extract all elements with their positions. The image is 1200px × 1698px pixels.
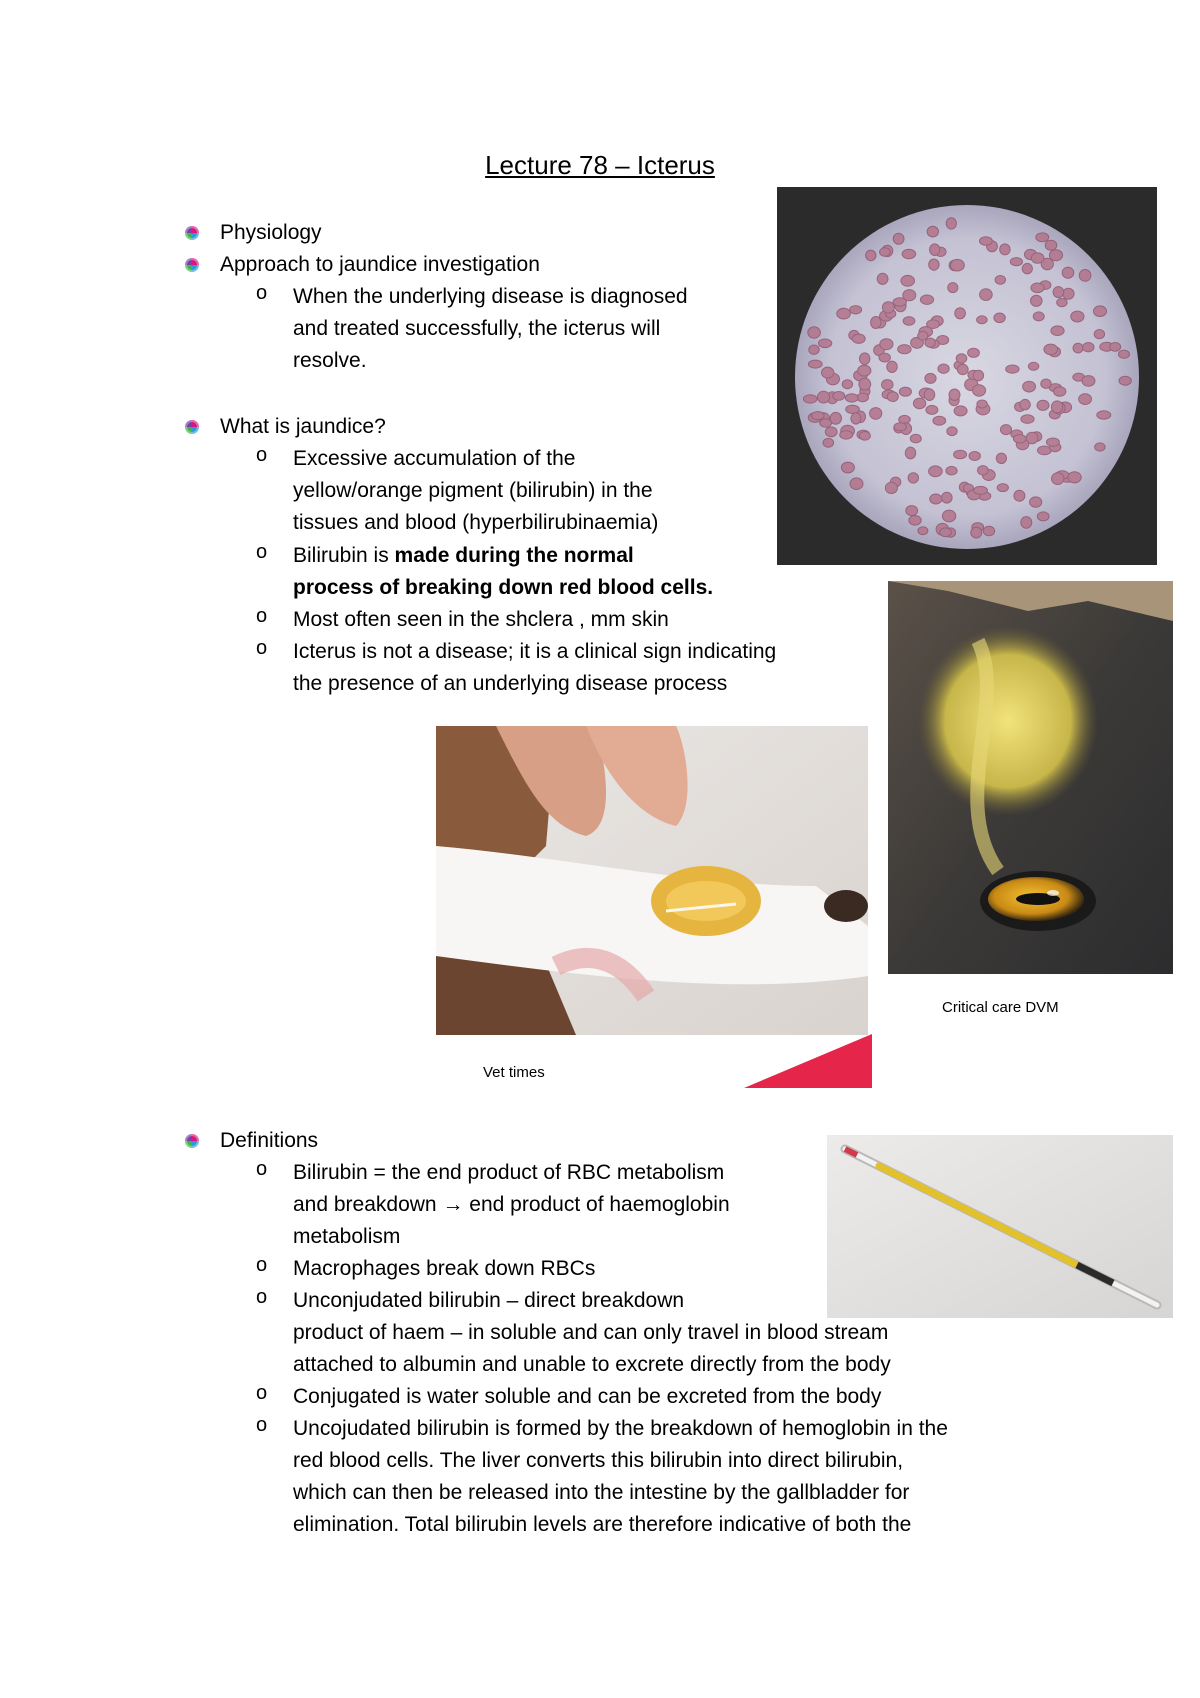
red-blood-cell [977, 400, 987, 408]
red-blood-cell [902, 249, 916, 258]
red-blood-cell [924, 389, 934, 401]
red-blood-cell [942, 510, 955, 522]
red-blood-cell [1119, 376, 1131, 385]
sub-item-text: and breakdown → end product of haemoglobin [293, 1193, 730, 1216]
red-blood-cell [880, 339, 893, 350]
sub-bullet-marker: o [256, 541, 268, 563]
sub-item-text: Bilirubin is made during the normal [293, 544, 634, 567]
cat-mucous-membrane-image [436, 726, 868, 1035]
bullet-icon [185, 226, 199, 240]
red-blood-cell [980, 237, 993, 246]
red-blood-cell [1020, 399, 1030, 409]
red-blood-cell [851, 413, 861, 424]
red-blood-cell [837, 308, 851, 319]
red-blood-cell [825, 427, 837, 437]
sub-bullet-marker: o [256, 444, 268, 466]
red-blood-cell [969, 452, 980, 461]
red-blood-cell [1068, 472, 1081, 483]
red-blood-cell [845, 394, 858, 402]
red-blood-cell [920, 295, 933, 304]
red-blood-cell [809, 345, 819, 354]
red-blood-cell [1082, 376, 1095, 387]
sub-item-text: red blood cells. The liver converts this bilirubin into direct bilirubin, [293, 1449, 904, 1472]
red-blood-cell [929, 259, 939, 270]
red-blood-cell [909, 516, 921, 526]
red-blood-cell [983, 526, 994, 536]
red-blood-cell [852, 334, 865, 343]
caption-critical-care-dvm: Critical care DVM [942, 999, 1059, 1016]
red-blood-cell [1030, 497, 1042, 507]
bullet-what-is-jaundice: What is jaundice? [220, 415, 386, 438]
red-blood-cell [1094, 306, 1107, 317]
red-blood-cell [995, 276, 1005, 285]
red-blood-cell [974, 486, 988, 494]
red-blood-cell [1053, 287, 1064, 298]
red-blood-cell [946, 466, 957, 475]
red-blood-cell [859, 432, 870, 441]
sub-item-text: When the underlying disease is diagnosed [293, 285, 688, 308]
red-blood-cell [858, 365, 871, 376]
red-blood-cell [1000, 244, 1010, 255]
red-blood-cell [887, 392, 898, 402]
red-blood-cell [968, 348, 980, 357]
red-blood-cell [954, 406, 967, 416]
red-blood-cell [1051, 326, 1064, 336]
red-blood-cell [940, 528, 952, 537]
sub-item-text: elimination. Total bilirubin levels are therefore indicative of both the [293, 1513, 912, 1536]
red-blood-cell [898, 345, 911, 354]
red-blood-cell [1006, 365, 1019, 373]
red-blood-cell [1079, 394, 1092, 405]
page-title: Lecture 78 – Icterus [485, 150, 715, 180]
red-blood-cell [946, 218, 956, 229]
sub-item-text: resolve. [293, 349, 367, 372]
sub-bullet-marker: o [256, 637, 268, 659]
red-blood-cell [942, 492, 953, 503]
red-blood-cell [938, 364, 949, 373]
bullet-physiology: Physiology [220, 221, 322, 244]
red-blood-cell [1022, 263, 1032, 273]
red-blood-cell [833, 392, 845, 401]
red-blood-cell [1063, 288, 1074, 299]
red-blood-cell [929, 466, 943, 477]
sub-bullet-marker: o [256, 605, 268, 627]
red-blood-cell [1014, 490, 1025, 501]
caption-vet-times: Vet times [483, 1064, 545, 1081]
red-blood-cell [973, 370, 983, 381]
red-blood-cell [1094, 330, 1104, 339]
red-blood-cell [1021, 517, 1032, 529]
red-blood-cell [918, 527, 928, 535]
blood-smear-image [777, 187, 1157, 565]
red-blood-cell [1044, 344, 1058, 355]
red-blood-cell [1010, 258, 1022, 266]
red-blood-cell [913, 398, 925, 409]
capillary-tube-image [827, 1135, 1173, 1318]
red-blood-cell [933, 416, 946, 425]
sub-item-text: metabolism [293, 1225, 401, 1248]
red-blood-cell [997, 484, 1008, 492]
red-blood-cell [1046, 438, 1059, 446]
red-blood-cell [1079, 270, 1091, 282]
red-blood-cell [846, 405, 860, 413]
red-blood-cell [885, 482, 897, 493]
red-blood-cell [887, 361, 897, 372]
red-blood-cell [823, 438, 834, 447]
red-blood-cell [1036, 233, 1049, 242]
red-blood-cell [1041, 379, 1051, 388]
red-blood-cell [880, 248, 891, 257]
red-blood-cell [1037, 512, 1049, 521]
red-blood-cell [1031, 283, 1044, 293]
red-blood-cell [927, 226, 938, 237]
red-blood-cell [947, 427, 957, 436]
sub-item-text: yellow/orange pigment (bilirubin) in the [293, 479, 653, 502]
red-blood-cell [893, 298, 906, 306]
red-blood-cell [973, 385, 986, 396]
decorative-red-triangle [744, 1034, 872, 1088]
sub-bullet-marker: o [256, 1286, 268, 1308]
bullet-icon [185, 258, 199, 272]
red-blood-cell [870, 408, 882, 420]
red-blood-cell [840, 431, 853, 439]
red-blood-cell [860, 353, 870, 365]
red-blood-cell [910, 434, 921, 443]
red-blood-cell [850, 478, 863, 490]
sub-item-text: Uncojudated bilirubin is formed by the breakdown of hemoglobin in the [293, 1417, 948, 1440]
red-blood-cell [882, 380, 894, 390]
sub-item-text: Most often seen in the shclera , mm skin [293, 608, 669, 631]
sub-item-text: tissues and blood (hyperbilirubinaemia) [293, 511, 659, 534]
red-blood-cell [1000, 425, 1011, 435]
red-blood-cell [1062, 267, 1074, 278]
red-blood-cell [817, 391, 829, 403]
red-blood-cell [977, 316, 988, 324]
sub-item-text: and treated successfully, the icterus will [293, 317, 661, 340]
red-blood-cell [1023, 381, 1036, 392]
red-blood-cell [1033, 312, 1044, 321]
red-blood-cell [955, 308, 966, 319]
red-blood-cell [1071, 311, 1084, 322]
red-blood-cell [820, 419, 832, 427]
red-blood-cell [893, 233, 904, 244]
red-blood-cell [908, 473, 918, 483]
red-blood-cell [1054, 387, 1066, 396]
red-blood-cell [957, 364, 968, 374]
red-blood-cell [903, 317, 915, 326]
red-blood-cell [1095, 443, 1105, 451]
sub-item-text: Macrophages break down RBCs [293, 1257, 596, 1280]
red-blood-cell [948, 283, 958, 293]
red-blood-cell [1031, 253, 1044, 263]
red-blood-cell [980, 289, 993, 301]
red-blood-cell [1097, 411, 1111, 419]
red-blood-cell [978, 466, 989, 475]
sub-bullet-marker: o [256, 1254, 268, 1276]
sub-item-text: product of haem – in soluble and can only travel in blood stream [293, 1321, 889, 1344]
red-blood-cell [850, 306, 862, 314]
sub-item-text: Bilirubin = the end product of RBC metabolism [293, 1161, 725, 1184]
red-blood-cell [996, 453, 1006, 463]
red-blood-cell [930, 244, 940, 256]
red-blood-cell [954, 450, 967, 459]
red-blood-cell [1052, 473, 1064, 485]
red-blood-cell [949, 389, 960, 400]
red-blood-cell [1031, 295, 1043, 306]
red-blood-cell [808, 327, 821, 338]
red-blood-cell [877, 273, 888, 284]
goat-eye-image [888, 581, 1173, 974]
red-blood-cell [1021, 415, 1034, 424]
red-blood-cell [866, 250, 876, 261]
red-blood-cell [956, 354, 967, 363]
red-blood-cell [871, 317, 881, 329]
sub-bullet-marker: o [256, 1382, 268, 1404]
red-blood-cell [842, 380, 852, 389]
bullet-icon [185, 420, 199, 434]
red-blood-cell [1083, 343, 1094, 352]
sub-bullet-marker: o [256, 1158, 268, 1180]
red-blood-cell [1013, 435, 1026, 443]
red-blood-cell [925, 373, 936, 383]
bullet-approach: Approach to jaundice investigation [220, 253, 540, 276]
red-blood-cell [994, 313, 1005, 323]
red-blood-cell [841, 462, 854, 473]
red-blood-cell [899, 387, 911, 396]
red-blood-cell [894, 423, 906, 431]
red-blood-cell [1049, 250, 1062, 261]
red-blood-cell [906, 506, 918, 516]
red-blood-cell [1057, 298, 1067, 307]
red-blood-cell [1119, 350, 1130, 358]
sub-bullet-marker: o [256, 1414, 268, 1436]
red-blood-cell [879, 353, 890, 362]
bullet-icon [185, 1134, 199, 1148]
red-blood-cell [951, 259, 965, 271]
red-blood-cell [812, 412, 825, 420]
sub-item-text: which can then be released into the intestine by the gallbladder for [293, 1481, 910, 1504]
sub-item-text: the presence of an underlying disease process [293, 672, 728, 695]
red-blood-cell [1073, 343, 1083, 353]
red-blood-cell [1037, 400, 1049, 410]
red-blood-cell [859, 378, 871, 390]
sub-item-text: Excessive accumulation of the [293, 447, 576, 470]
bold-emphasis: made during the normal [394, 544, 634, 567]
red-blood-cell [1028, 362, 1038, 370]
bullet-definitions: Definitions [220, 1129, 319, 1152]
red-blood-cell [1110, 343, 1121, 352]
sub-item-text: Icterus is not a disease; it is a clinical sign indicating [293, 640, 777, 663]
red-blood-cell [882, 302, 894, 313]
red-blood-cell [918, 331, 928, 340]
red-blood-cell [808, 360, 822, 368]
red-blood-cell [818, 339, 831, 348]
sub-item-text: Conjugated is water soluble and can be excreted from the body [293, 1385, 882, 1408]
red-blood-cell [901, 275, 915, 286]
sub-item-bold-text: process of breaking down red blood cells. [293, 576, 714, 599]
red-blood-cell [1051, 401, 1062, 413]
red-blood-cell [822, 367, 834, 378]
sub-item-text: Unconjudated bilirubin – direct breakdown [293, 1289, 685, 1312]
red-blood-cell [926, 405, 938, 414]
red-blood-cell [905, 447, 915, 459]
red-blood-cell [803, 395, 817, 403]
sub-item-text: attached to albumin and unable to excrete directly from the body [293, 1353, 891, 1376]
red-blood-cell [930, 494, 942, 504]
sub-bullet-marker: o [256, 282, 268, 304]
red-blood-cell [1045, 240, 1057, 250]
red-blood-cell [971, 527, 982, 538]
